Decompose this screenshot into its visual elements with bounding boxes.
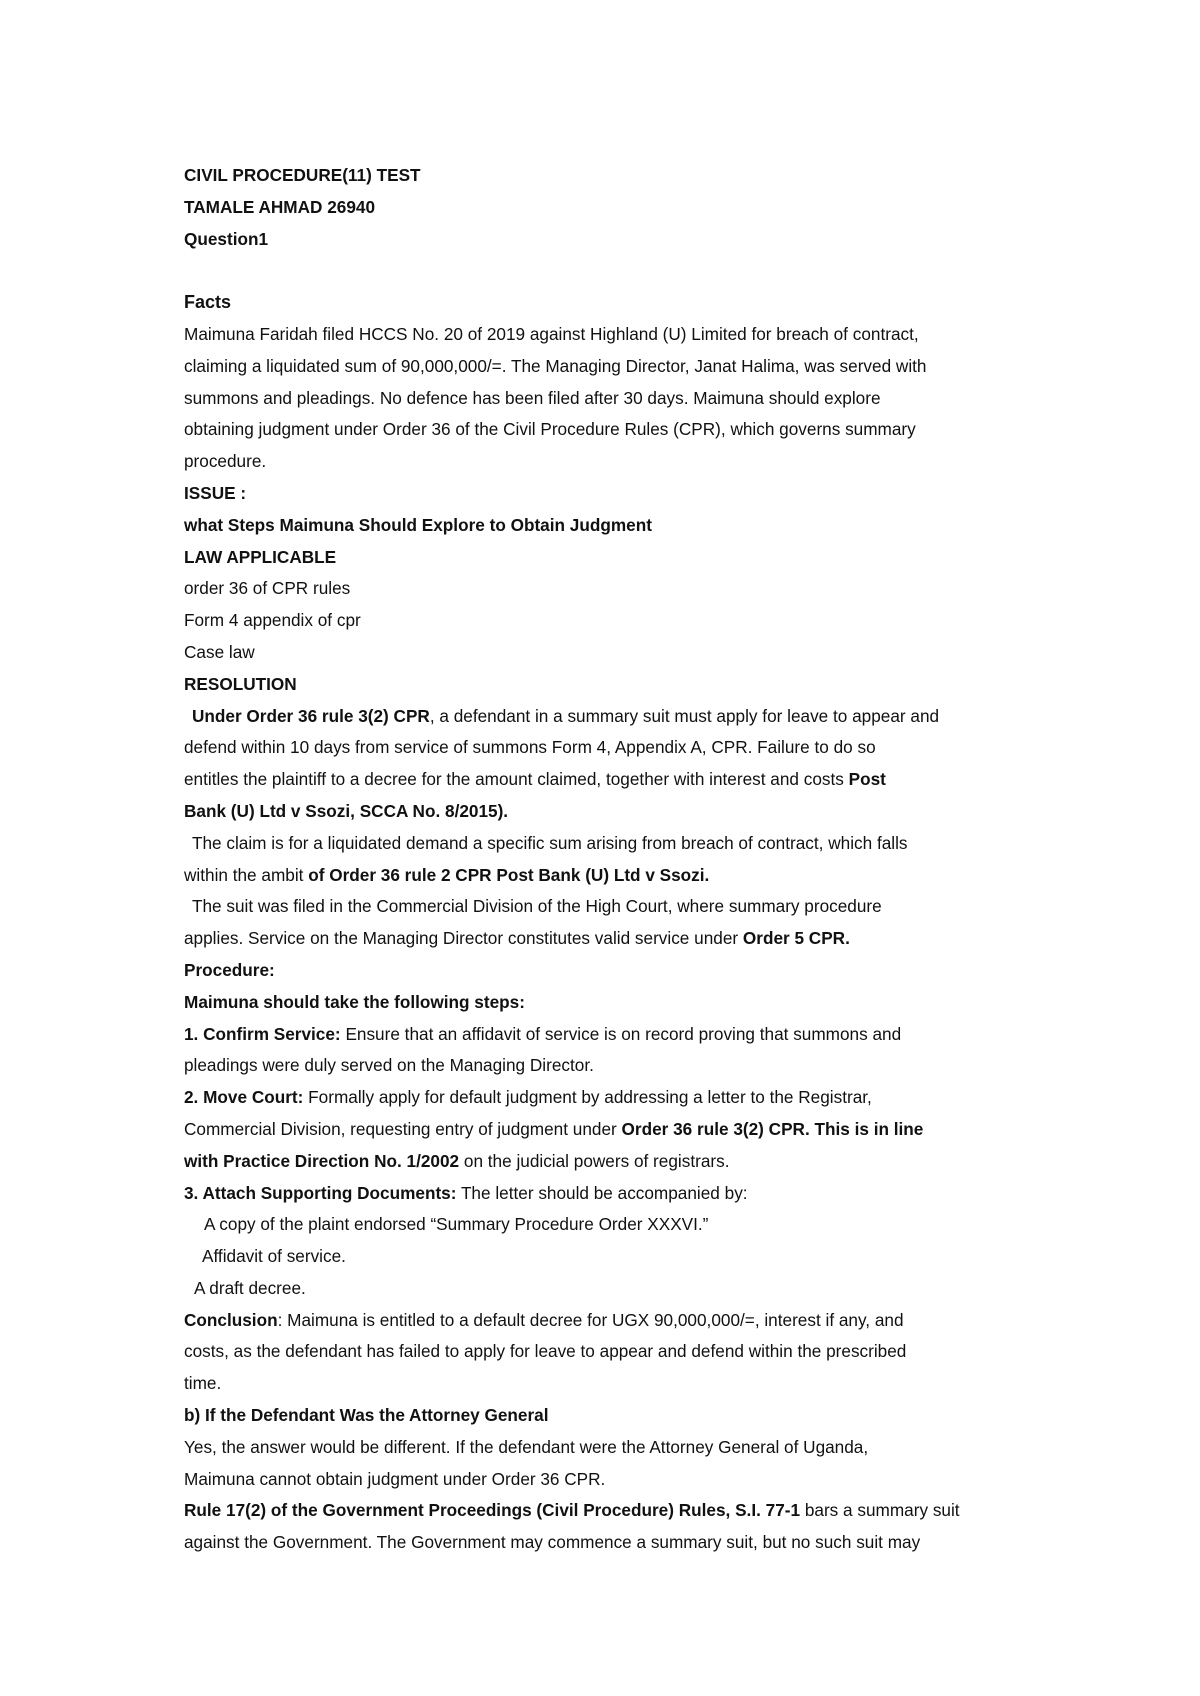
facts-text: claiming a liquidated sum of 90,000,000/=. The Managing Director, Janat Halima, was served with xyxy=(184,355,927,376)
procedure-step-2-cont xyxy=(184,1146,1026,1178)
procedure-heading: Procedure: xyxy=(184,959,275,980)
case-reference: of Order 36 rule 2 CPR Post Bank (U) Ltd v Ssozi. xyxy=(308,864,710,885)
question-label: Question1 xyxy=(184,228,269,249)
procedure-step-2-cont xyxy=(184,1114,1026,1146)
resolution-paragraph-3: The suit was filed in the Commercial Division of the High Court, where summary procedure xyxy=(192,896,882,917)
course-title: CIVIL PROCEDURE(11) TEST xyxy=(184,165,421,185)
resolution-line xyxy=(184,764,1026,796)
facts-line xyxy=(184,383,1026,415)
procedure-step-3 xyxy=(184,1178,1026,1210)
paragraph-text: bars a summary suit xyxy=(804,1500,960,1521)
resolution-paragraph-2: The claim is for a liquidated demand a specific sum arising from breach of contract, which falls xyxy=(192,832,908,853)
resolution-line xyxy=(184,732,1026,764)
law-item: Case law xyxy=(184,641,255,662)
paragraph-text: applies. Service on the Managing Director constitutes valid service under xyxy=(184,928,739,949)
conclusion-line xyxy=(184,1305,1026,1337)
resolution-line xyxy=(184,860,1026,892)
conclusion-line: time. xyxy=(184,1373,222,1394)
facts-text: obtaining judgment under Order 36 of the Civil Procedure Rules (CPR), which governs summary xyxy=(184,419,916,440)
attachment-item: A draft decree. xyxy=(194,1277,306,1298)
part-b-heading: b) If the Defendant Was the Attorney General xyxy=(184,1405,549,1426)
paragraph-text: entitles the plaintiff to a decree for the amount claimed, together with interest and costs xyxy=(184,769,844,790)
document-body xyxy=(184,160,1026,1559)
attachment-item: Affidavit of service. xyxy=(202,1246,346,1267)
facts-text: summons and pleadings. No defence has been filed after 30 days. Maimuna should explore xyxy=(184,387,881,408)
facts-line-last: procedure. xyxy=(184,451,267,472)
facts-line xyxy=(184,351,1026,383)
case-reference: Post xyxy=(848,769,886,790)
step-text: Commercial Division, requesting entry of judgment under xyxy=(184,1118,617,1139)
law-item: order 36 of CPR rules xyxy=(184,578,351,599)
resolution-paragraph-1 xyxy=(184,701,1026,733)
statute-reference: Order 5 CPR. xyxy=(742,928,850,949)
procedure-step-1 xyxy=(184,1019,1026,1051)
paragraph-text: , a defendant in a summary suit must apply for leave to appear and xyxy=(429,705,940,726)
statute-reference: Order 36 rule 3(2) CPR. This is in line xyxy=(621,1118,924,1139)
part-b-line: against the Government. The Government may commence a summary suit, but no such suit may xyxy=(184,1532,921,1553)
case-citation: Bank (U) Ltd v Ssozi, SCCA No. 8/2015). xyxy=(184,800,509,821)
part-b-line: Yes, the answer would be different. If the defendant were the Attorney General of Uganda, xyxy=(184,1436,869,1457)
law-item: Form 4 appendix of cpr xyxy=(184,610,361,631)
attachment-item: A copy of the plaint endorsed “Summary Procedure Order XXXVI.” xyxy=(204,1214,709,1235)
law-heading: LAW APPLICABLE xyxy=(184,546,337,567)
student-name: TAMALE AHMAD 26940 xyxy=(184,196,375,217)
statute-reference: with Practice Direction No. 1/2002 xyxy=(184,1150,460,1171)
conclusion-text: : Maimuna is entitled to a default decree for UGX 90,000,000/=, interest if any, and xyxy=(277,1309,904,1330)
step-label: 2. Move Court: xyxy=(184,1087,304,1108)
facts-line xyxy=(184,414,1026,446)
part-b-line xyxy=(184,1495,1026,1527)
issue-text: what Steps Maimuna Should Explore to Obtain Judgment xyxy=(184,514,652,535)
facts-text: Maimuna Faridah filed HCCS No. 20 of 2019 against Highland (U) Limited for breach of contract, xyxy=(184,323,919,344)
procedure-intro: Maimuna should take the following steps: xyxy=(184,991,525,1012)
paragraph-text: within the ambit xyxy=(184,864,304,885)
step-label: 3. Attach Supporting Documents: xyxy=(184,1182,457,1203)
facts-heading: Facts xyxy=(184,292,232,313)
conclusion-label: Conclusion xyxy=(184,1309,278,1330)
paragraph-text: defend within 10 days from service of summons Form 4, Appendix A, CPR. Failure to do so xyxy=(184,737,876,758)
facts-line xyxy=(184,319,1026,351)
step-text: The letter should be accompanied by: xyxy=(460,1182,748,1203)
procedure-step-2 xyxy=(184,1082,1026,1114)
step-text: on the judicial powers of registrars. xyxy=(463,1150,730,1171)
step-text: Formally apply for default judgment by addressing a letter to the Registrar, xyxy=(308,1087,872,1108)
conclusion-line: costs, as the defendant has failed to apply for leave to appear and defend within the prescribed xyxy=(184,1341,907,1362)
step-label: 1. Confirm Service: xyxy=(184,1023,341,1044)
issue-heading: ISSUE : xyxy=(184,482,247,503)
part-b-line: Maimuna cannot obtain judgment under Order 36 CPR. xyxy=(184,1468,606,1489)
resolution-line xyxy=(184,923,1026,955)
step-text: Ensure that an affidavit of service is on record proving that summons and xyxy=(345,1023,902,1044)
statute-reference: Under Order 36 rule 3(2) CPR xyxy=(192,705,430,726)
statute-reference: Rule 17(2) of the Government Proceedings (Civil Procedure) Rules, S.I. 77-1 xyxy=(184,1500,801,1521)
resolution-heading: RESOLUTION xyxy=(184,673,297,694)
procedure-step-1-cont: pleadings were duly served on the Managing Director. xyxy=(184,1055,594,1076)
